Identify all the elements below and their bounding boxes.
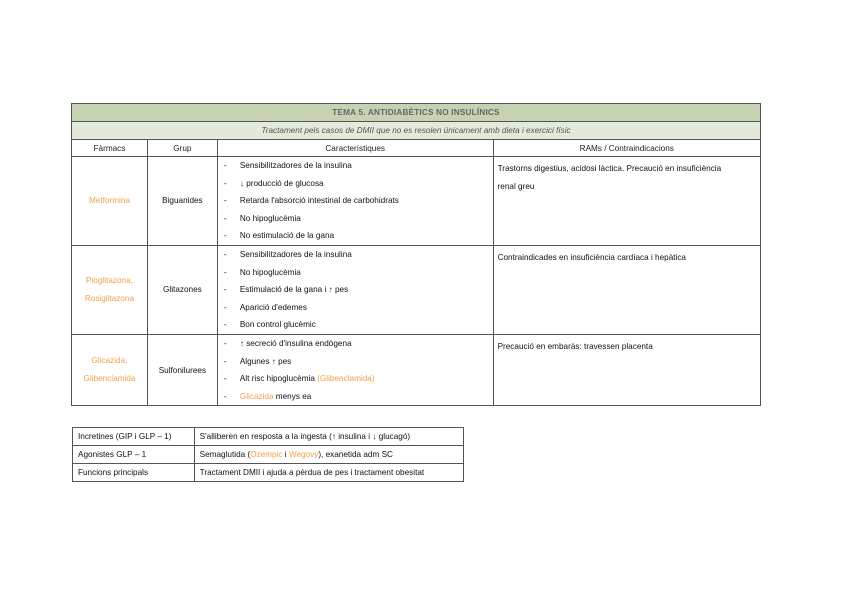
incretins-value: S'alliberen en resposta a la ingesta (↑ insulina i ↓ glucagó) [194, 428, 463, 446]
header-caracteristiques: Característiques [217, 140, 493, 157]
incretins-label: Incretines (GIP i GLP – 1) [73, 428, 195, 446]
feature-item: - Algunes ↑ pes [223, 356, 292, 366]
table-row [72, 157, 761, 246]
agonists-label: Agonistes GLP – 1 [73, 446, 195, 464]
drug-cell [72, 245, 148, 334]
drug-name: Glicazida, [91, 356, 128, 366]
features-cell [217, 245, 493, 334]
highlight-drug: Wegovy [288, 450, 319, 459]
rams-cell [493, 334, 760, 405]
table-title: TEMA 5. ANTIDIABÈTICS NO INSULÍNICS [72, 104, 761, 122]
feature-item: - Sensibilitzadores de la insulina [223, 249, 352, 259]
feature-item: - Estimulació de la gana i ↑ pes [223, 285, 349, 295]
rams-cell [493, 245, 760, 334]
antidiabetics-table [71, 103, 761, 406]
header-farmacs: Fàrmacs [72, 140, 148, 157]
drug-cell [72, 334, 148, 405]
functions-label: Funcions principals [73, 464, 195, 482]
feature-item: - ↑ secreció d'insulina endògena [223, 338, 352, 348]
table-header-row [72, 140, 761, 157]
feature-item: - Retarda l'absorció intestinal de carbohidrats [223, 196, 399, 206]
rams-text: renal greu [497, 182, 535, 191]
table-row [73, 464, 464, 482]
feature-item: - No hipoglucèmia [223, 267, 301, 277]
table-row [72, 245, 761, 334]
feature-item: - Aparició d'edemes [223, 302, 307, 312]
drug-name: Rosiglitazona [84, 293, 135, 303]
feature-item: - Bon control glucèmic [223, 320, 316, 330]
drug-cell [72, 157, 148, 246]
rams-text: Contraindicades en insuficiència cardíaca i hepàtica [497, 252, 686, 262]
table-subtitle: Tractament pels casos de DMII que no es resolen únicament amb dieta i exercici físic [72, 122, 761, 140]
header-rams: RAMs / Contraindicacions [493, 140, 760, 157]
incretins-table [72, 427, 464, 482]
table-row [72, 334, 761, 405]
group-cell: Glitazones [147, 245, 217, 334]
table-row [73, 446, 464, 464]
drug-name: Glibenclamida [83, 374, 136, 384]
highlight-drug: (Glibenclamida) [317, 374, 375, 384]
features-cell [217, 334, 493, 405]
feature-item: - ↓ producció de glucosa [223, 178, 324, 188]
features-cell [217, 157, 493, 246]
agonists-value: Semaglutida (Ozempic i Wegovy), exanetida adm SC [194, 446, 463, 464]
header-grup: Grup [147, 140, 217, 157]
feature-item: - No estimulació de la gana [223, 231, 335, 241]
group-cell: Sulfonilurees [147, 334, 217, 405]
rams-cell [493, 157, 760, 246]
drug-name: Metformina [88, 195, 130, 205]
drug-name: Pioglitazona, [86, 275, 133, 285]
table-subtitle-row [72, 122, 761, 140]
table-row [73, 428, 464, 446]
feature-item: - Sensibilitzadores de la insulina [223, 161, 352, 170]
highlight-drug: Ozempic [250, 450, 283, 459]
rams-text: Trastorns digestius, acidosi làctica. Precaució en insuficiència [497, 164, 722, 173]
feature-item: - Glicazida menys ea [223, 391, 312, 401]
feature-item: - Alt risc hipoglucèmia (Glibenclamida) [223, 374, 375, 384]
highlight-drug: Glicazida [239, 391, 274, 401]
rams-text: Precaució en embaràs: travessen placenta [497, 341, 653, 351]
table-title-row [72, 104, 761, 122]
feature-item: - No hipoglucèmia [223, 213, 301, 223]
functions-value: Tractament DMII i ajuda a pèrdua de pes i tractament obesitat [194, 464, 463, 482]
group-cell: Biguanides [147, 157, 217, 246]
